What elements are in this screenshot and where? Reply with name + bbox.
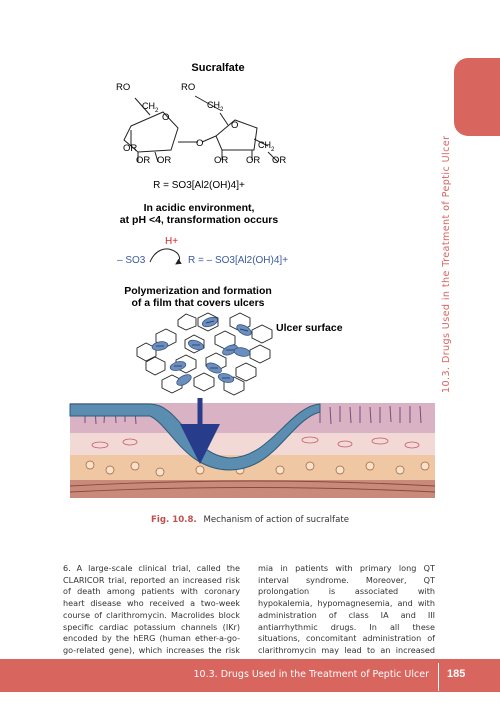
or-bottom-2: OR (157, 155, 172, 166)
o-ring-right: O (231, 120, 239, 131)
acid-text-1: In acidic environment, (143, 202, 255, 214)
ro-left: RO (116, 82, 131, 93)
o-bridge: O (196, 138, 204, 149)
ch3-right-top: $CH_2$ (207, 100, 224, 113)
figure-caption (0, 515, 500, 525)
or-bottom-1: OR (136, 155, 151, 166)
ro-right: RO (181, 82, 196, 93)
or-left: OR (123, 143, 138, 154)
caption-text: Mechanism of action of sucralfate (203, 515, 349, 525)
r-definition: R = SO3[Al2(OH)4]+ (153, 180, 245, 191)
body-right-column: mia in patients with primary long QT interval syndrome. Moreover, QT prolongation is associated with hypokalemia, hypomagnesemia, and with administration of class IA and III antiarrhythmic drugs. In all these situations, concomitant administration of clarithromycin may lead to an increased (258, 563, 435, 655)
footer-running-title: 10.3. Drugs Used in the Treatment of Peptic Ulcer (193, 669, 429, 680)
side-running-head: 10.3. Drugs Used in the Treatment of Peptic Ulcer (441, 135, 452, 393)
bottom-margin (0, 692, 500, 715)
ulcer-surface-label: Ulcer surface (276, 322, 343, 334)
right-product: R = – SO3[Al2(OH)4]+ (188, 255, 289, 266)
or-bottom-3: OR (214, 155, 229, 166)
caption-label: Fig. 10.8. (151, 515, 197, 525)
reaction-arrow (150, 249, 179, 264)
ch3-right-bottom: $CH_2$ (258, 140, 275, 153)
footer-divider (438, 663, 439, 691)
figure-title: Sucralfate (191, 62, 245, 74)
h-plus: H+ (165, 236, 179, 247)
page-footer (0, 659, 500, 692)
left-product: – SO3 (117, 255, 146, 266)
page-number: 185 (447, 668, 466, 680)
body-left-column: 6. A large-scale clinical trial, called the CLARICOR trial, reported an increased risk of death among patients with coronary heart disease who received a two-week course of clarithromycin. Macrolides block specific cardiac potassium channels (IKr) encoded by the hERG (human ether-a-go-go-related gene), which increases the risk (63, 563, 240, 655)
tissue-illustration (70, 398, 435, 498)
poly-text-2: of a film that covers ulcers (131, 297, 265, 309)
or-bottom-4: OR (246, 155, 261, 166)
or-bottom-5: OR (272, 155, 287, 166)
poly-text-1: Polymerization and formation (124, 285, 272, 297)
acid-text-2: at pH <4, transformation occurs (119, 214, 279, 226)
ch3-left: $CH_2$ (142, 101, 159, 114)
o-ring-left: O (162, 112, 170, 123)
